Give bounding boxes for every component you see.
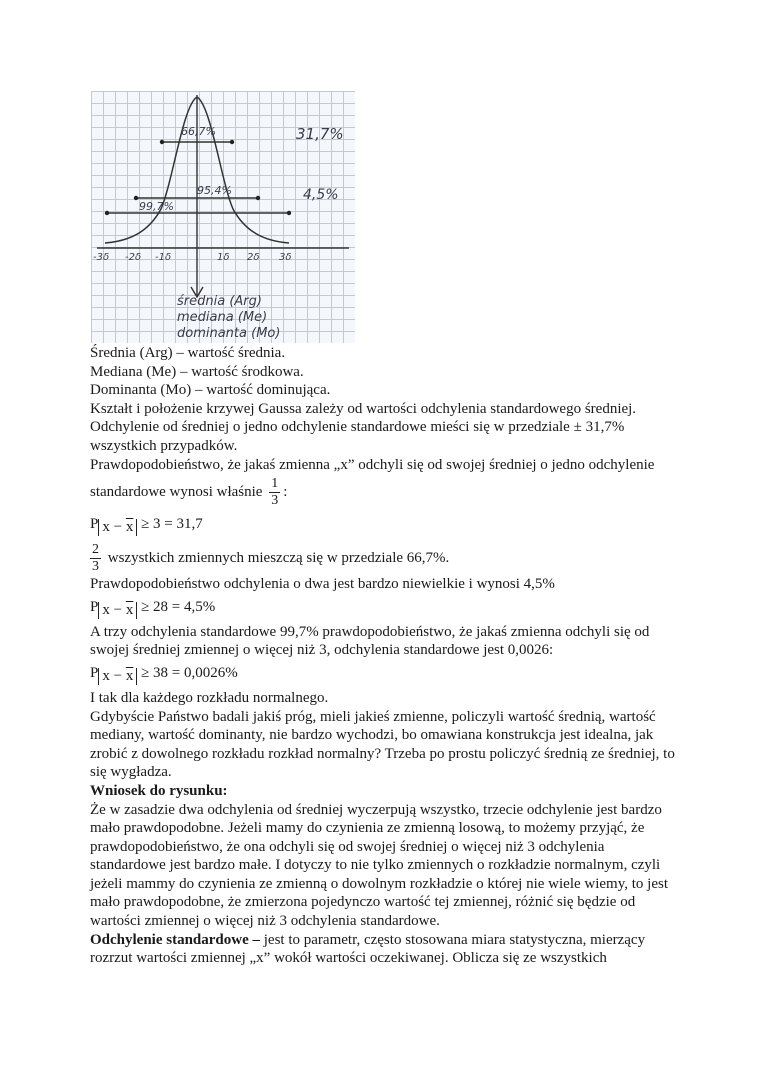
equation-3: P $x - \overline{x} \ge 38 = 0,0026\%$	[90, 664, 238, 684]
label-99-7: 99,7%	[139, 200, 174, 213]
para-three-deviations: A trzy odchylenia standardowe 99,7% prawdopodobieństwo, że jakaś zmienna odchyli się od swojej średniej zmiennej o więcej niż 3, odchylenia standardowe jest 0,0026:	[90, 623, 650, 659]
probability-frac-text: standardowe wynosi właśnie	[90, 484, 263, 501]
tick-3: 3δ	[279, 252, 292, 263]
equation-1: P $x - \overline{x} \ge 3 = 31,7$	[90, 516, 203, 536]
tick-minus-3: -3δ	[93, 252, 110, 263]
line-two-deviations: Prawdopodobieństwo odchylenia o dwa jest bardzo niewielkie i wynosi 4,5%	[90, 576, 555, 593]
line-mediana: Mediana (Me) – wartość środkowa.	[90, 363, 304, 380]
fraction-one-third	[269, 476, 280, 509]
line-dominanta: Dominanta (Mo) – wartość dominująca.	[90, 382, 331, 399]
std-dev-definition: jest to parametr, często stosowana miara statystyczna, mierzący rozrzut wartości zmiennej „x” wokół wartości oczekiwanej. Oblicza się ze wszystkich	[90, 931, 646, 967]
tick-minus-2: -2δ	[125, 252, 142, 263]
para-threshold: Gdybyście Państwo badali jakiś próg, mieli jakieś zmienne, policzyli wartość średnią, wartość mediany, wartość dominanty, nie bardzo wychodzi, bo omawiana konstrukcja jest idealna, jak zrobić z dowolnego rozkładu rozkład normalny? Trzeba po prostu policzyć średnią ze średniej, to się wygładza.	[90, 708, 675, 781]
para-conclusion: Że w zasadzie dwa odchylenia od średniej wyczerpują wszystko, trzecie odchylenie jest bardzo mało prawdopodobne. Jeżeli mamy do czynienia ze zmienną losową, to możemy przyjąć, że prawdopodobieństwo, że ona odchyli się od swojej średniej o więcej niż 3 odchylenia standardowe jest bardzo małe. I dotyczy to nie tylko zmiennych o rozkładzie normalnym, czyli jeżeli mammy do czynienia ze zmienną o dowolnym rozkładzie o której nie wiele wiemy, to jest mało prawdopodobne, że zmierzona pojedynczo wartość tej zmiennej, różnić się będzie od wartości zmiennej o więcej niż 3 odchylenia standardowe.	[90, 801, 668, 930]
equation-2: P $x - \overline{x} \ge 28 = 4,5\%$	[90, 598, 216, 618]
tick-2: 2δ	[247, 252, 260, 263]
label-95-4: 95,4%	[197, 184, 232, 197]
equation-3-rhs: ≥ 38 = 0,0026%	[141, 664, 238, 681]
document-body	[90, 344, 680, 968]
frac1-num: 1	[271, 476, 279, 492]
heading-conclusion	[90, 782, 680, 801]
equation-1-rhs: ≥ 3 = 31,7	[141, 516, 203, 533]
frac2-num: 2	[92, 542, 99, 558]
frac2-den: 3	[92, 559, 99, 575]
equation-2-rhs: ≥ 28 = 4,5%	[141, 598, 216, 615]
heading-conclusion-text: Wniosek do rysunku:	[90, 782, 228, 799]
para-std-dev	[90, 931, 680, 968]
line-probability-frac	[90, 476, 680, 509]
label-66-7: 66,7%	[181, 125, 216, 138]
hand-dominanta: dominanta (Mo)	[177, 326, 281, 341]
line-probability-intro: Prawdopodobieństwo, że jakaś zmienna „x” odchyli się od swojej średniej o jedno odchylenie	[90, 456, 655, 473]
para-gauss-shape: Kształt i położenie krzywej Gaussa zależy od wartości odchylenia standardowego średniej. Odchylenie od średniej o jedno odchylenie standardowe mieści się w przedziale ± 31,7% wszystkich przypadków.	[90, 400, 637, 454]
gauss-curve-drawing	[91, 91, 355, 343]
fraction-two-thirds	[90, 542, 101, 575]
line-normal: I tak dla każdego rozkładu normalnego.	[90, 689, 329, 706]
tick-1: 1δ	[217, 252, 230, 263]
tick-minus-1: -1δ	[155, 252, 172, 263]
colon: :	[283, 484, 288, 501]
hand-srednia: średnia (Arg)	[177, 294, 262, 309]
line-srednia: Średnia (Arg) – wartość średnia.	[90, 345, 286, 361]
label-31-7: 31,7%	[296, 125, 344, 143]
label-4-5: 4,5%	[303, 187, 339, 203]
hand-mediana: mediana (Me)	[177, 310, 268, 325]
gauss-curve-sketch	[91, 91, 355, 343]
line-two-thirds	[90, 542, 680, 575]
two-thirds-text: wszystkich zmiennych mieszczą się w przedziale 66,7%.	[107, 550, 450, 567]
std-dev-term: Odchylenie standardowe –	[90, 931, 261, 948]
frac1-den: 3	[271, 493, 279, 509]
